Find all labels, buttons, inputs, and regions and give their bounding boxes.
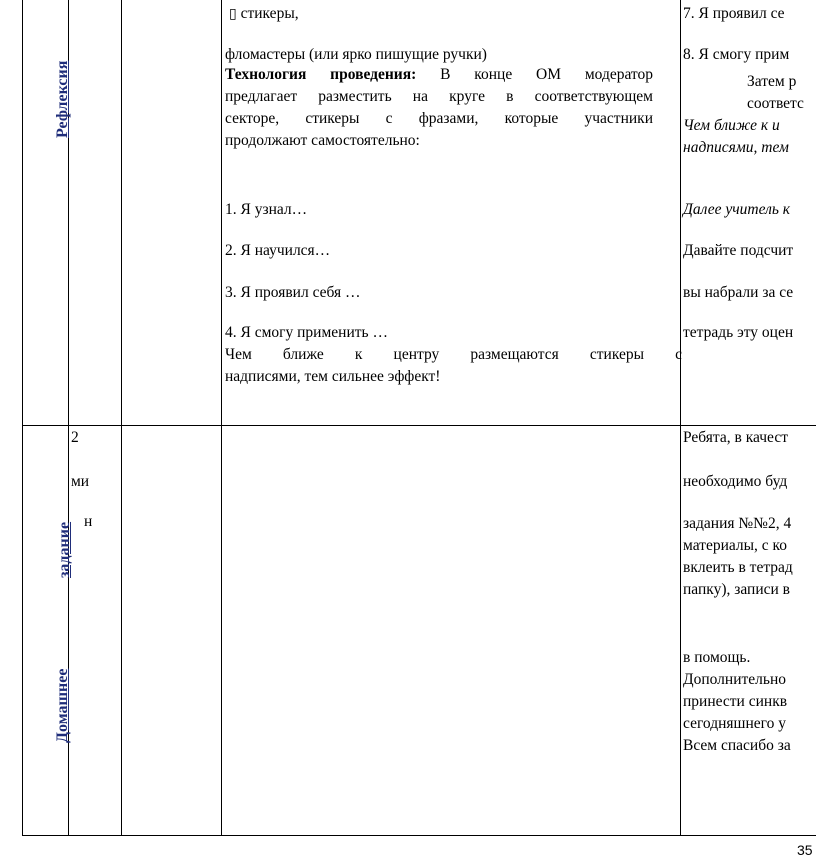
table-border-left <box>22 0 23 836</box>
right-text: сегодняшнего у <box>683 715 786 732</box>
section-label-reflection: Рефлексия <box>54 60 71 138</box>
right-text: Ребята, в качест <box>683 429 788 446</box>
table-bottom-border <box>22 835 816 836</box>
checkbox-bullet-icon: ▯ <box>229 6 237 22</box>
section-label-task: задание <box>56 521 73 578</box>
time-value: 2 <box>71 429 79 446</box>
right-text: материалы, с ко <box>683 537 788 554</box>
closing-line-2: надписями, тем сильнее эффект! <box>225 368 441 385</box>
right-text: 8. Я смогу прим <box>683 46 790 63</box>
tech-line-4: продолжают самостоятельно: <box>225 132 420 149</box>
bullet-item-stickers: ▯ стикеры, <box>229 5 299 22</box>
right-text: надписями, тем <box>683 139 789 156</box>
right-text: Чем ближе к и <box>683 117 780 134</box>
time-unit-part: ми <box>71 473 90 490</box>
text-markers: фломастеры (или ярко пишущие ручки) <box>225 46 487 63</box>
right-column-row1 <box>681 0 816 425</box>
tech-line-3: секторе, стикеры с фразами, которые участники <box>225 110 653 127</box>
right-text: принести синкв <box>683 693 788 710</box>
table-col-line-3 <box>221 0 222 836</box>
right-text: вы набрали за се <box>683 284 794 301</box>
prompt-3: 3. Я проявил себя … <box>225 284 361 301</box>
right-text: Дополнительно <box>683 671 786 688</box>
tech-line-1: Технология проведения: В конце ОМ модератор <box>225 66 654 83</box>
right-text: Всем спасибо за <box>683 737 791 754</box>
prompt-1: 1. Я узнал… <box>225 201 308 218</box>
right-text: необходимо буд <box>683 473 788 490</box>
right-column-row2 <box>681 426 816 835</box>
right-text: тетрадь эту оцен <box>683 324 794 341</box>
section-label-homework: Домашнее <box>54 668 71 743</box>
right-text: папку), записи в <box>683 581 790 598</box>
right-text: задания №№2, 4 <box>683 515 792 532</box>
right-text: в помощь. <box>683 649 751 666</box>
prompt-4: 4. Я смогу применить … <box>225 324 388 341</box>
prompt-2: 2. Я научился… <box>225 242 331 259</box>
closing-line-1: Чем ближе к центру размещаются стикеры с <box>225 346 682 363</box>
tech-line-2: предлагает разместить на круге в соответствующем <box>225 88 653 105</box>
table-col-line-2 <box>121 0 122 836</box>
right-text: Давайте подсчит <box>683 242 794 259</box>
right-text: 7. Я проявил се <box>683 5 785 22</box>
right-text: соответс <box>747 95 804 112</box>
right-text: Затем р <box>747 73 797 90</box>
right-text: Далее учитель к <box>683 201 791 218</box>
tech-label: Технология проведения: <box>225 66 417 83</box>
right-text: вклеить в тетрад <box>683 559 793 576</box>
page-number: 35 <box>797 842 813 858</box>
time-unit-part: н <box>84 513 93 530</box>
